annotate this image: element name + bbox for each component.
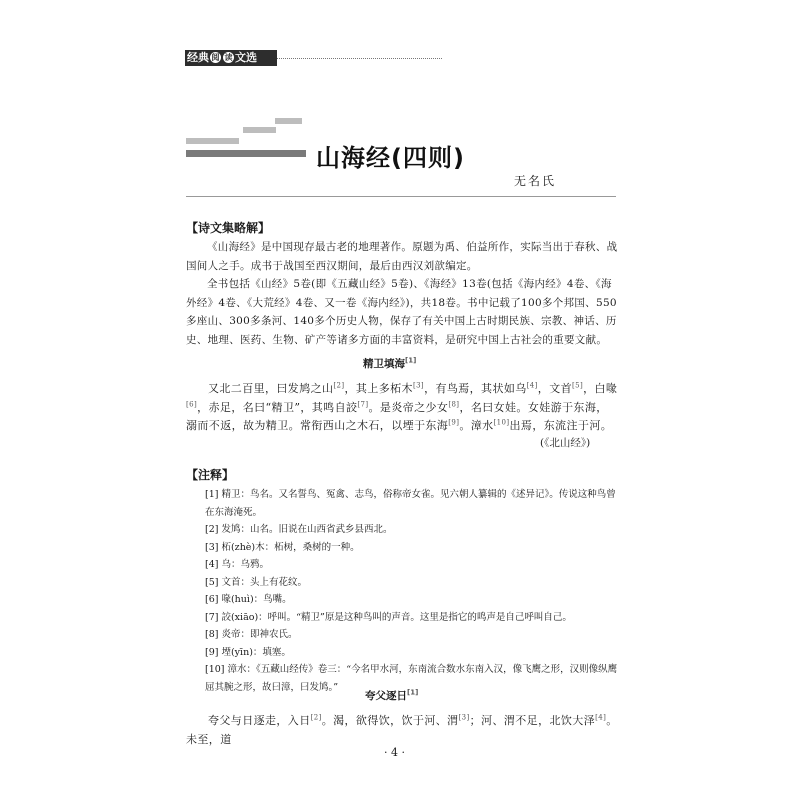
intro-paragraph-2: 全书包括《山经》5卷(即《五藏山经》5卷)、《海经》13卷(包括《海内经》4卷、《海外经》4卷、《大荒经》4卷、又一卷《海内经》)，共18卷。书中记载了100多个邦国、550多座山、300多条河、140多个历史人物，保存了有关中国上古时期民族、宗教、神话、历史、地理、医药、生物、矿产等诸多方面的丰富资料，是研究中国上古社会的重要文献。 bbox=[186, 278, 617, 346]
footnote-ref: [9] bbox=[448, 418, 460, 427]
intro-paragraph-1: 《山海经》是中国现存最古老的地理著作。原题为禹、伯益所作，实际当出于春秋、战国间人之手。成书于战国至西汉期间，最后由西汉刘歆编定。 bbox=[186, 241, 618, 272]
text-run: 出焉，东流注于河。 bbox=[509, 419, 613, 432]
decor-bar bbox=[243, 127, 276, 133]
notes-heading: 【注释】 bbox=[186, 468, 235, 482]
decor-bar bbox=[186, 138, 239, 144]
decor-bar bbox=[186, 150, 306, 157]
text-run: ，有鸟焉，其状如乌 bbox=[424, 382, 527, 395]
story-heading: 精卫填海[1] bbox=[363, 356, 417, 370]
footnote-ref: [3] bbox=[412, 381, 425, 390]
circle-char: 阅 bbox=[211, 53, 220, 62]
footnote-ref: [2] bbox=[310, 713, 322, 722]
footnote-ref: [2] bbox=[333, 381, 345, 390]
story-text bbox=[186, 712, 618, 749]
footnote-ref: [7] bbox=[357, 399, 369, 408]
story-heading: 夸父逐日[1] bbox=[365, 688, 419, 702]
source-citation: (《北山经》) bbox=[540, 437, 591, 449]
text-run: 。渴，欲得饮，饮于河、渭 bbox=[321, 714, 459, 727]
footnote-ref: [4] bbox=[526, 381, 538, 390]
footnote-ref: [3] bbox=[458, 713, 470, 722]
note-item: [4] 乌：乌鸦。 bbox=[205, 559, 269, 570]
author: 无名氏 bbox=[514, 174, 557, 188]
text-run: ，赤足，名曰“精卫”，其鸣自詨 bbox=[197, 400, 358, 414]
footnote-ref: [4] bbox=[595, 713, 607, 722]
text-run: ，文首 bbox=[537, 382, 572, 395]
notes-list bbox=[186, 486, 618, 696]
series-label: 经典 阅 读 文选 bbox=[187, 51, 257, 64]
footnote-ref: [8] bbox=[448, 399, 460, 408]
note-item: [9] 堙(yīn)：填塞。 bbox=[205, 646, 291, 658]
text-run: ，其上多柘木 bbox=[344, 382, 413, 395]
story-text bbox=[186, 380, 618, 436]
note-item: [10] 漳水：《五藏山经传》卷三：“今名甲水河，东南流合数水东南入汉，像飞鹰之形，汉则像纵鹰屈其腕之形，故曰漳，曰发鸠。” bbox=[205, 664, 618, 693]
footnote-ref: [6] bbox=[186, 399, 198, 408]
note-item: [5] 文首：头上有花纹。 bbox=[205, 576, 307, 588]
note-item: [6] 喙(huì)：鸟嘴。 bbox=[205, 594, 292, 605]
note-item: [3] 柘(zhè)木：柘树，桑树的一种。 bbox=[205, 541, 360, 553]
intro-heading: 【诗文集略解】 bbox=[186, 221, 271, 235]
header-dotted-rule bbox=[277, 58, 442, 59]
text-run: 又北二百里，曰发鸠之山 bbox=[208, 382, 334, 395]
text-run: ；河、渭不足，北饮大泽 bbox=[469, 714, 596, 727]
footnote-ref: [10] bbox=[493, 418, 510, 427]
divider bbox=[186, 196, 616, 197]
note-item: [8] 炎帝：即神农氏。 bbox=[205, 629, 298, 640]
text-run: 。未至，道 bbox=[186, 714, 618, 746]
text-run: 。漳水 bbox=[459, 419, 494, 432]
note-item: [1] 精卫：鸟名。又名誓鸟、冤禽、志鸟，俗称帝女雀。见六朝人纂辑的《述异记》。传说这种鸟曾在东海淹死。 bbox=[205, 489, 616, 518]
text-run: 夸父与日逐走，入日 bbox=[208, 714, 311, 727]
text-run: 。是炎帝之少女 bbox=[368, 400, 449, 414]
page-title: 山海经(四则) bbox=[316, 144, 465, 172]
note-item: [2] 发鸠：山名。旧说在山西省武乡县西北。 bbox=[205, 524, 393, 535]
circle-char: 读 bbox=[224, 53, 233, 62]
note-item: [7] 詨(xiāo)：呼叫。“精卫”原是这种鸟叫的声音。这里是指它的鸣声是自己呼叫自己。 bbox=[205, 611, 572, 623]
decor-bar bbox=[275, 118, 302, 124]
text-run: ，名曰女娃。女娃游于东海，溺而不返，故为精卫。常衔西山之木石，以堙于东海 bbox=[186, 400, 608, 432]
text-run: ，白喙 bbox=[583, 382, 618, 395]
page-number: · 4 · bbox=[384, 746, 405, 759]
footnote-ref: [5] bbox=[572, 381, 584, 390]
